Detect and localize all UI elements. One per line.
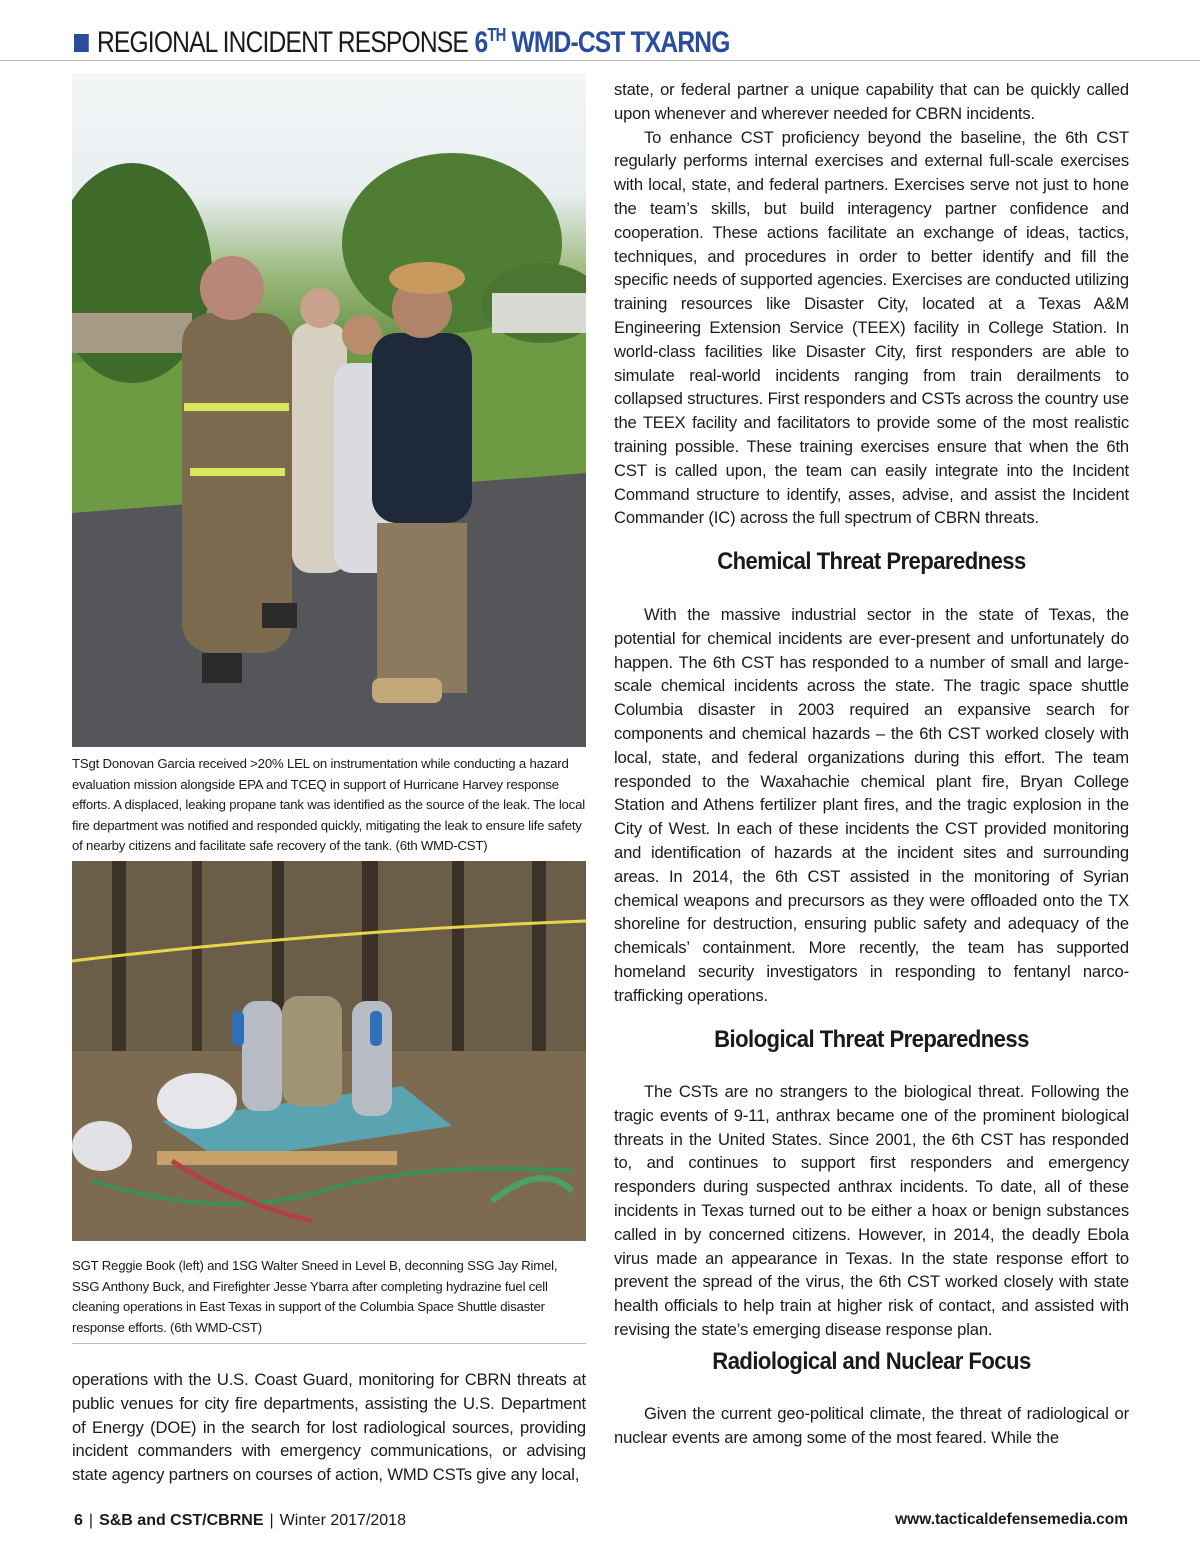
caption-divider <box>72 1343 586 1344</box>
page-number: 6 <box>74 1512 83 1529</box>
header-unit-name: WMD-CST TXARNG <box>511 26 730 59</box>
photo-decon-operations <box>72 861 586 1241</box>
issue-date: Winter 2017/2018 <box>279 1512 406 1529</box>
header-unit-number: 6 <box>474 26 488 59</box>
biological-paragraph: The CSTs are no strangers to the biological threat. Following the tragic events of 9-11, anthrax became one of the prominent biological threats in the United States. Since 2001, the 6th CST has responded to, and continues to support first responders and emergency responders during suspected anthrax incidents. To date, all of these incidents in Texas turned out to be either a hoax or benign substances called in by concerned citizens. However, in 2014, the deadly Ebola virus made an appearance in Texas. In the state response effort to prevent the spread of the virus, the 6th CST worked closely with state health officials to help train at higher risk of contact, and assisted with revising the state’s emerging disease response plan. <box>614 1082 1129 1339</box>
header-title-section: REGIONAL INCIDENT RESPONSE <box>96 26 468 59</box>
chemical-paragraph: With the massive industrial sector in the state of Texas, the potential for chemical incidents are ever-present and unfortunately do happen. The 6th CST has responded to a number of small and large-scale chemical incidents across the state. The tragic space shuttle Columbia disaster in 2003 required an expansive search for components and chemical hazards – the 6th CST worked closely with local, state, and federal organizations during this effort. The team responded to the Waxahachie chemical plant fire, Bryan College Station and Athens fertilizer plant fires, and the tragic explosion in the City of West. In each of these incidents the CST provided monitoring and identification of hazards at the incident sites and surrounding areas. In 2014, the 6th CST assisted in the monitoring of Syrian chemical weapons and precursors as they were offloaded onto the TX shoreline for destruction, ensuring public safety and adequacy of the chemicals’ containment. More recently, the team has supported homeland security investigators in responding to fentanyl narco-trafficking operations. <box>614 605 1129 1005</box>
footer-publication-info: 6 | S&B and CST/CBRNE | Winter 2017/2018 <box>74 1512 406 1529</box>
header-divider <box>0 60 1200 61</box>
intro-paragraph-2: To enhance CST proficiency beyond the baseline, the 6th CST regularly performs internal exercises and external full-scale exercises with local, state, and federal partners. Exercises serve not just to hone the team’s skills, but build interagency partner confidence and cooperation. These actions facilitate an exchange of ideas, tactics, techniques, and procedures in order to better identify and fill the specific needs of supported agencies. Exercises are conducted utilizing training resources like Disaster City, located at a Texas A&M Engineering Extension Service (TEEX) facility in College Station. In world-class facilities like Disaster City, first responders are able to simulate real-world incidents ranging from train derailments to collapsed structures. First responders and CSTs across the country use the TEEX facility and facilitators to provide some of the most realistic training possible. These training exercises ensure that when the 6th CST is called upon, the team can easily integrate into the Incident Command structure to identify, asses, advise, and assist the Incident Commander (IC) across the full spectrum of CBRN threats. <box>614 127 1129 528</box>
website-link[interactable]: www.tacticaldefensemedia.com <box>895 1511 1128 1528</box>
right-column-intro <box>614 78 1129 530</box>
radiological-paragraph: Given the current geo-political climate, the threat of radiological or nuclear events are among some of the most feared. While the <box>614 1404 1129 1447</box>
header-unit-ordinal: TH <box>487 25 506 45</box>
photo-caption-1: TSgt Donovan Garcia received >20% LEL on instrumentation while conducting a hazard evaluation mission alongside EPA and TCEQ in support of Hurricane Harvey response efforts. A displaced, leaking propane tank was identified as the source of the leak. The local fire department was notified and responded quickly, mitigating the leak to ensure life safety of nearby citizens and facilitate safe recovery of the tank. (6th WMD-CST) <box>72 756 585 854</box>
intro-paragraph-1: state, or federal partner a unique capability that can be quickly called upon whenever and wherever needed for CBRN incidents. <box>614 80 1129 123</box>
header-title-unit <box>475 26 730 60</box>
heading-biological: Biological Threat Preparedness <box>714 1026 1029 1053</box>
photo-hazard-evaluation <box>72 73 586 747</box>
header-square-icon <box>74 34 89 52</box>
photo-caption-2: SGT Reggie Book (left) and 1SG Walter Sneed in Level B, deconning SSG Jay Rimel, SSG Anthony Buck, and Firefighter Jesse Ybarra after completing hydrazine fuel cell cleaning operations in East Texas in support of the Columbia Space Shuttle disaster response efforts. (6th WMD-CST) <box>72 1258 558 1335</box>
page-header <box>74 26 730 60</box>
publication-name: S&B and CST/CBRNE <box>99 1512 264 1529</box>
left-column-text: operations with the U.S. Coast Guard, monitoring for CBRN threats at public venues for city fire departments, assisting the U.S. Department of Energy (DOE) in the search for lost radiological sources, providing incident commanders with emergency communications, or advising state agency partners on courses of action, WMD CSTs give any local, <box>72 1370 586 1485</box>
heading-radiological: Radiological and Nuclear Focus <box>712 1348 1031 1375</box>
heading-chemical: Chemical Threat Preparedness <box>717 548 1026 575</box>
